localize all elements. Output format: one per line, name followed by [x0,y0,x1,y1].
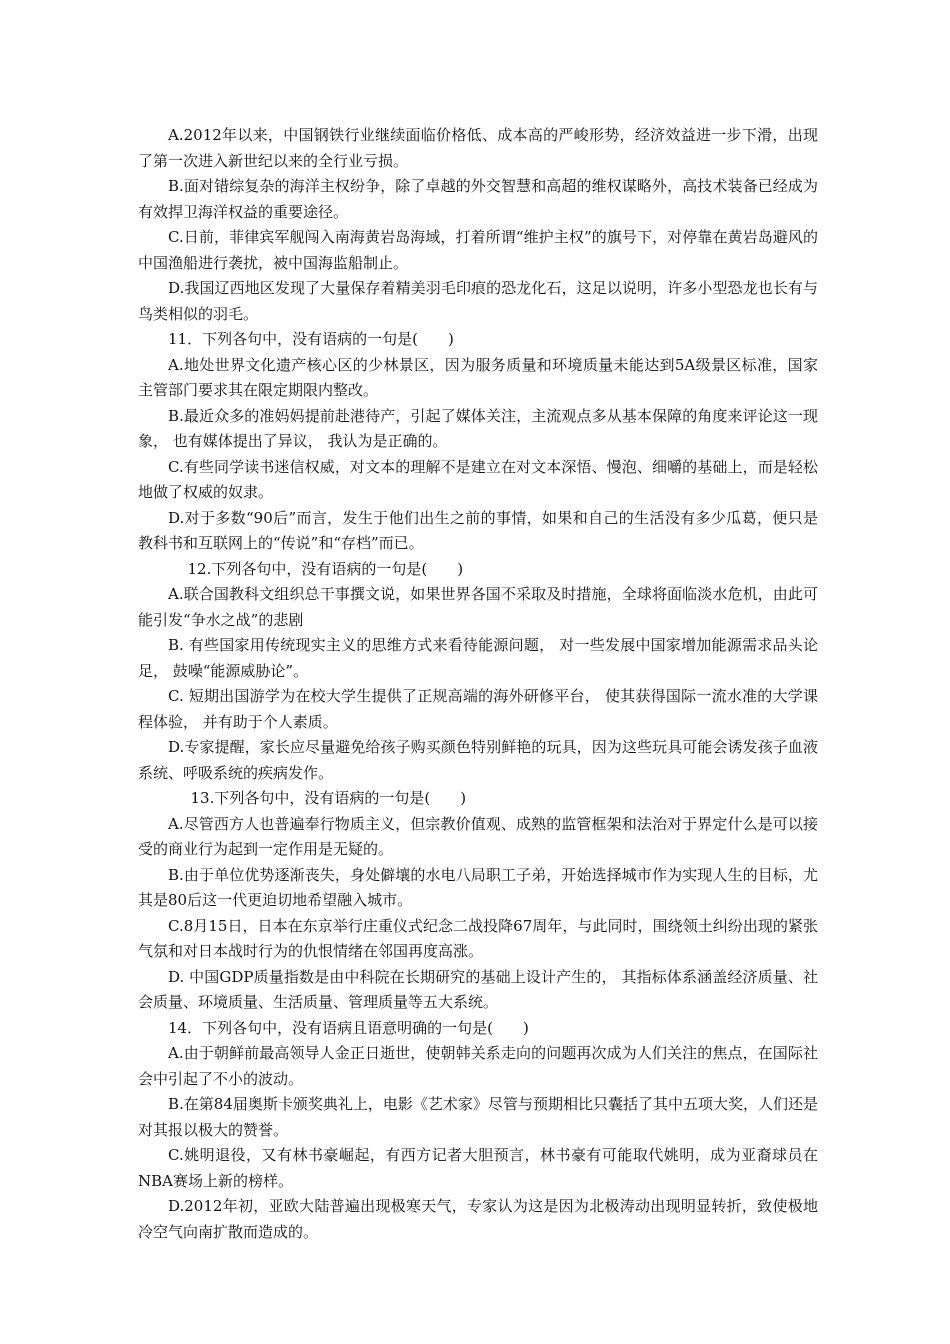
question-12: 12.下列各句中，没有语病的一句是( ) [187,559,464,578]
option-13c: C.8月15日，日本在东京举行庄重仪式纪念二战投降67周年，与此同时，围绕领土纠纷出现的紧张气氛和对日本战时行为的仇恨情绪在邻国再度高涨。 [138,916,818,960]
option-12a: A.联合国教科文组织总干事撰文说，如果世界各国不采取及时措施，全球将面临淡水危机，由此可能引发“争水之战”的悲剧 [138,585,818,629]
option-11c: C.有些同学读书迷信权威，对文本的理解不是建立在对文本深悟、慢泡、细嚼的基础上，而是轻松地做了权威的奴隶。 [138,457,818,501]
option-14c: C.姚明退役，又有林书豪崛起，有西方记者大胆预言，林书豪有可能取代姚明，成为亚裔球员在NBA赛场上新的榜样。 [138,1146,818,1190]
option-14b: B.在第84届奥斯卡颁奖典礼上，电影《艺术家》尽管与预期相比只囊括了其中五项大奖，人们还是对其报以极大的赞誉。 [138,1095,818,1139]
option-14d: D.2012年初，亚欧大陆普遍出现极寒天气，专家认为这是因为北极涛动出现明显转折，致使极地冷空气向南扩散而造成的。 [138,1197,818,1241]
option-10d: D.我国辽西地区发现了大量保存着精美羽毛印痕的恐龙化石，这足以说明，许多小型恐龙也长有与鸟类相似的羽毛。 [138,279,818,323]
option-10c: C.日前，菲律宾军舰闯入南海黄岩岛海域，打着所谓“维护主权”的旗号下，对停靠在黄岩岛避风的中国渔船进行袭扰，被中国海监船制止。 [138,228,818,272]
option-14a: A.由于朝鲜前最高领导人金正日逝世，使朝韩关系走向的问题再次成为人们关注的焦点，在国际社会中引起了不小的波动。 [138,1044,818,1088]
option-12c: C. 短期出国游学为在校大学生提供了正规高端的海外研修平台， 使其获得国际一流水准的大学课程体验， 并有助于个人素质。 [138,687,818,731]
exam-content [138,123,818,1245]
option-13b: B.由于单位优势逐渐丧失，身处僻壤的水电八局职工子弟，开始选择城市作为实现人生的目标，尤其是80后这一代更迫切地希望融入城市。 [138,865,818,909]
question-11: 11．下列各句中，没有语病的一句是( ) [168,330,454,348]
option-12b: B. 有些国家用传统现实主义的思维方式来看待能源问题， 对一些发展中国家增加能源需求品头论足， 鼓噪“能源威胁论”。 [138,636,818,680]
option-11d: D.对于多数“90后”而言，发生于他们出生之前的事情，如果和自己的生活没有多少瓜葛，便只是教科书和互联网上的“传说”和“存档”而已。 [138,508,818,552]
question-13: 13.下列各句中，没有语病的一句是( ) [190,789,467,807]
question-14: 14．下列各句中，没有语病且语意明确的一句是( ) [168,1018,529,1037]
option-12d: D.专家提醒，家长应尽量避免给孩子购买颜色特别鲜艳的玩具，因为这些玩具可能会诱发孩子血液系统、呼吸系统的疾病发作。 [138,738,818,782]
option-10a: A.2012年以来，中国钢铁行业继续面临价格低、成本高的严峻形势，经济效益进一步下滑，出现了第一次进入新世纪以来的全行业亏损。 [138,126,818,170]
option-13a: A.尽管西方人也普遍奉行物质主义，但宗教价值观、成熟的监管框架和法治对于界定什么是可以接受的商业行为起到一定作用是无疑的。 [138,814,818,858]
option-10b: B.面对错综复杂的海洋主权纷争，除了卓越的外交智慧和高超的维权谋略外，高技术装备已经成为有效捍卫海洋权益的重要途径。 [138,177,818,221]
option-11b: B.最近众多的准妈妈提前赴港待产，引起了媒体关注，主流观点多从基本保障的角度来评论这一现象， 也有媒体提出了异议， 我认为是正确的。 [138,406,818,450]
option-13d: D. 中国GDP质量指数是由中科院在长期研究的基础上设计产生的， 其指标体系涵盖经济质量、社会质量、环境质量、生活质量、管理质量等五大系统。 [138,967,818,1011]
option-11a: A.地处世界文化遗产核心区的少林景区，因为服务质量和环境质量未能达到5A级景区标准，国家主管部门要求其在限定期限内整改。 [138,355,818,399]
